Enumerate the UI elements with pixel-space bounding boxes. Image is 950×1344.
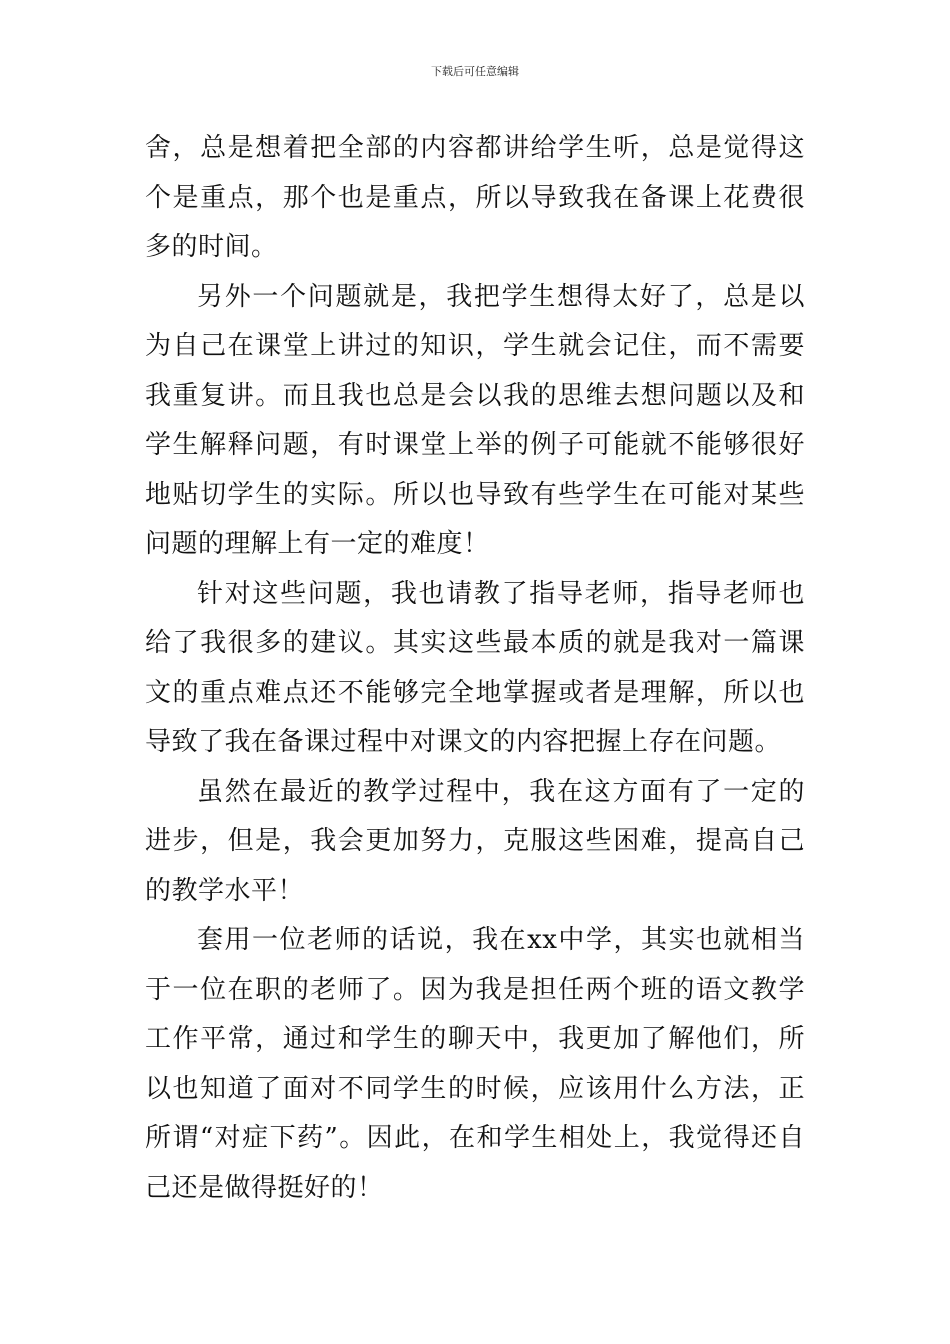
document-body	[145, 124, 805, 1213]
paragraph-1: 舍，总是想着把全部的内容都讲给学生听，总是觉得这个是重点，那个也是重点，所以导致我在备课上花费很多的时间。	[145, 133, 805, 262]
paragraph-3: 针对这些问题，我也请教了指导老师，指导老师也给了我很多的建议。其实这些最本质的就是我对一篇课文的重点难点还不能够完全地掌握或者是理解，所以也导致了我在备课过程中对课文的内容把握上存在问题。	[145, 578, 805, 757]
page-header: 下载后可任意编辑	[431, 65, 519, 78]
paragraph-2: 另外一个问题就是，我把学生想得太好了，总是以为自己在课堂上讲过的知识，学生就会记住，而不需要我重复讲。而且我也总是会以我的思维去想问题以及和学生解释问题，有时课堂上举的例子可能就不能够很好地贴切学生的实际。所以也导致有些学生在可能对某些问题的理解上有一定的难度！	[145, 281, 805, 559]
paragraph-4: 虽然在最近的教学过程中，我在这方面有了一定的进步，但是，我会更加努力，克服这些困难，提高自己的教学水平！	[145, 776, 805, 906]
paragraph-5: 套用一位老师的话说，我在xx中学，其实也就相当于一位在职的老师了。因为我是担任两个班的语文教学工作平常，通过和学生的聊天中，我更加了解他们，所以也知道了面对不同学生的时候，应该用什么方法，正所谓“对症下药”。因此，在和学生相处上，我觉得还自己还是做得挺好的！	[145, 925, 805, 1203]
